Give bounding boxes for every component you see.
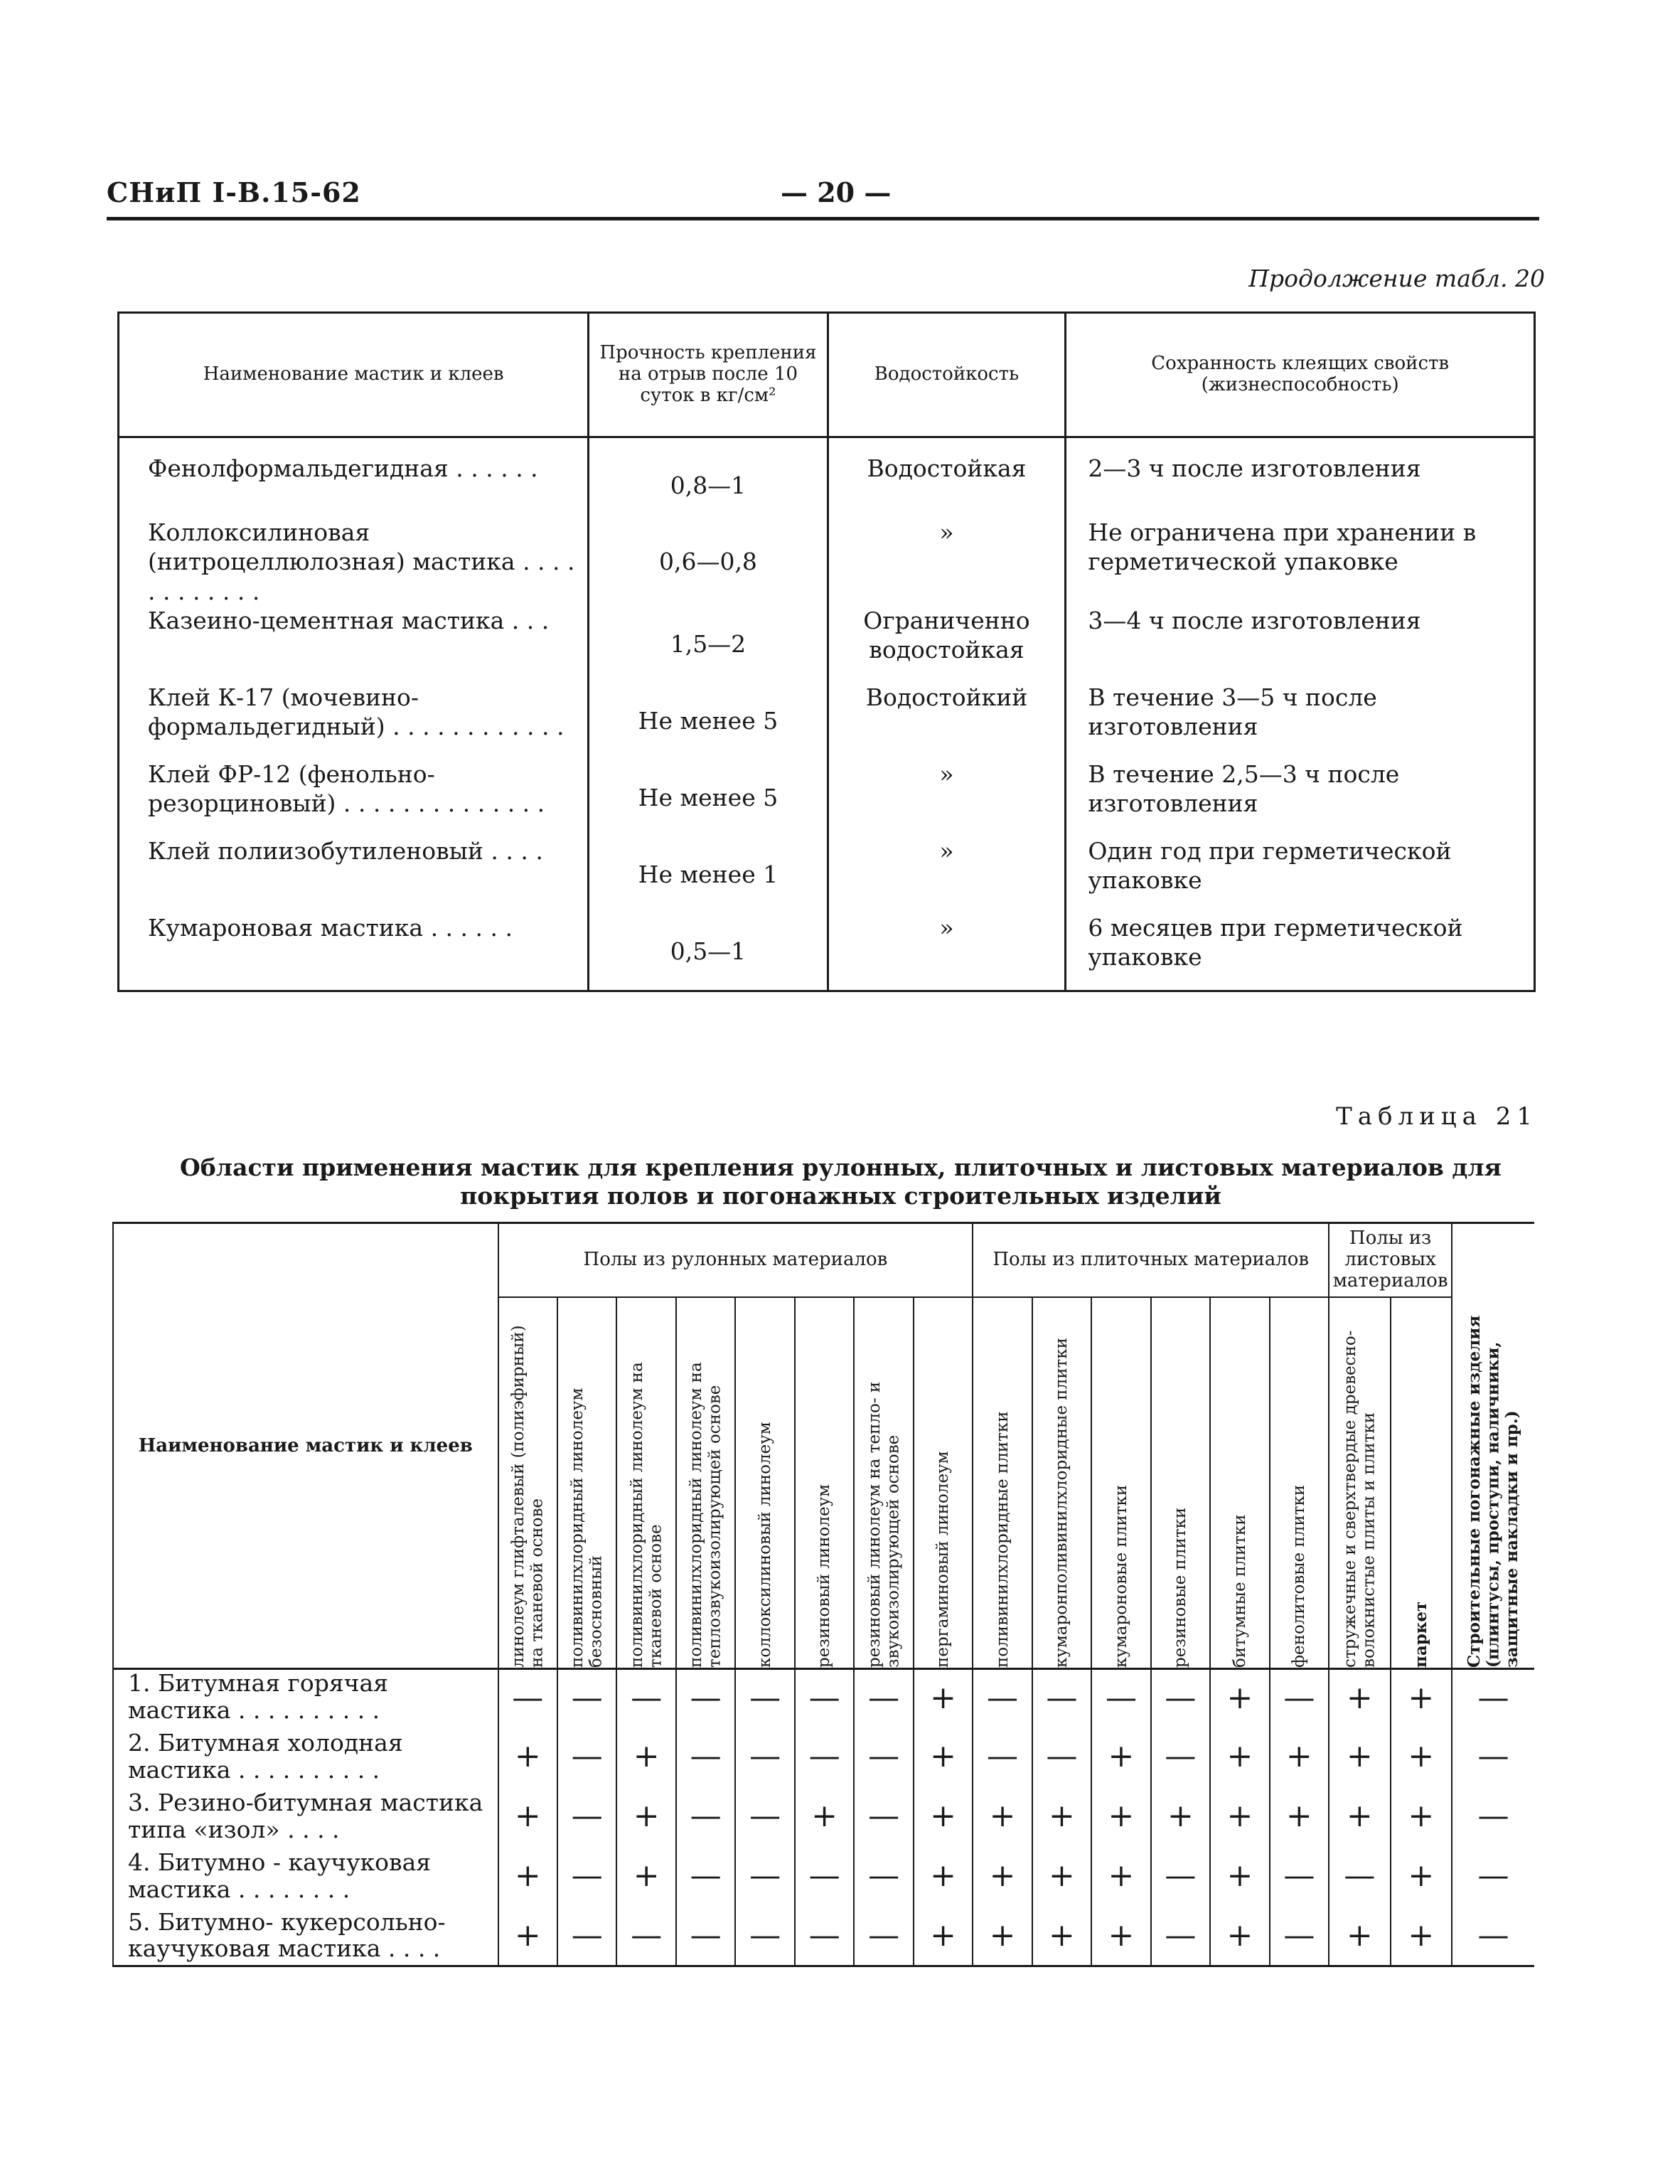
column-header-molded-products: Строительные погонажные изделия (плинтусы, проступи, наличники, защитные накладки и пр.): [1452, 1223, 1534, 1669]
applicability-mark: —: [1452, 1846, 1534, 1906]
applicability-mark: +: [795, 1786, 854, 1846]
mastic-name-cell: 3. Резино-битумная мастика типа «изол» . . . .: [113, 1786, 498, 1846]
applicability-mark: +: [616, 1846, 675, 1906]
applicability-mark: —: [854, 1727, 913, 1786]
table-21-body: [113, 1669, 1534, 1966]
applicability-mark: —: [557, 1786, 616, 1846]
column-header-shelf-life: Сохранность клеящих свойств (жизнеспособность): [1066, 313, 1535, 437]
applicability-mark: +: [1151, 1786, 1210, 1846]
column-header-material: битумные плитки: [1210, 1297, 1269, 1669]
column-header-material: поливинилхлоридные плитки: [973, 1297, 1032, 1669]
column-header-material: линолеум глифталевый (полиэфирный) на тканевой основе: [498, 1297, 557, 1669]
table-row: [119, 760, 1535, 836]
column-header-strength: Прочность крепления на отрыв после 10 суток в кг/см²: [589, 313, 828, 437]
applicability-mark: —: [676, 1846, 735, 1906]
strength-cell: Не менее 5: [589, 683, 828, 760]
shelf-life-cell: 6 месяцев при герметической упаковке: [1066, 913, 1535, 991]
mastic-name-cell: Кумароновая мастика . . . . . .: [119, 913, 589, 991]
table-21-label: Таблица 21: [1336, 1102, 1538, 1131]
applicability-mark: —: [676, 1727, 735, 1786]
strength-cell: 0,6—0,8: [589, 518, 828, 606]
applicability-mark: +: [1391, 1846, 1452, 1906]
applicability-mark: —: [616, 1669, 675, 1727]
applicability-mark: +: [616, 1786, 675, 1846]
mastic-name-cell: Клей полиизобутиленовый . . . .: [119, 836, 589, 913]
water-resistance-cell: »: [828, 913, 1066, 991]
applicability-mark: —: [557, 1846, 616, 1906]
applicability-mark: —: [973, 1669, 1032, 1727]
table-row: [119, 437, 1535, 518]
column-header-mastic-name: Наименование мастик и клеев: [113, 1223, 498, 1669]
water-resistance-cell: »: [828, 836, 1066, 913]
shelf-life-cell: В течение 3—5 ч после изготовления: [1066, 683, 1535, 760]
column-header-material: резиновый линолеум: [795, 1297, 854, 1669]
column-header-material: фенолитовые плитки: [1270, 1297, 1329, 1669]
table-20-body: [119, 437, 1535, 991]
table-row: [113, 1846, 1534, 1906]
applicability-mark: +: [1210, 1669, 1269, 1727]
applicability-mark: —: [1151, 1727, 1210, 1786]
applicability-mark: +: [914, 1727, 973, 1786]
column-header-material: паркет: [1391, 1297, 1452, 1669]
applicability-mark: —: [616, 1906, 675, 1966]
mastic-name-cell: 2. Битумная холодная мастика . . . . . . . . . .: [113, 1727, 498, 1786]
column-header-name: Наименование мастик и клеев: [119, 313, 589, 437]
column-header-material: кумаронполивинилхлоридные плитки: [1032, 1297, 1091, 1669]
applicability-mark: +: [1329, 1906, 1390, 1966]
applicability-mark: +: [973, 1906, 1032, 1966]
mastic-name-cell: Казеино-цементная мастика . . .: [119, 606, 589, 683]
applicability-mark: —: [1091, 1669, 1150, 1727]
applicability-mark: +: [1270, 1727, 1329, 1786]
applicability-mark: +: [1210, 1786, 1269, 1846]
applicability-mark: +: [1091, 1846, 1150, 1906]
applicability-mark: +: [498, 1906, 557, 1966]
column-header-material: резиновые плитки: [1151, 1297, 1210, 1669]
table-row: [119, 518, 1535, 606]
table-row: [113, 1669, 1534, 1727]
applicability-mark: —: [735, 1669, 794, 1727]
applicability-mark: +: [1091, 1906, 1150, 1966]
applicability-mark: +: [914, 1786, 973, 1846]
header-rule: [107, 217, 1539, 220]
applicability-mark: —: [854, 1669, 913, 1727]
shelf-life-cell: Один год при герметической упаковке: [1066, 836, 1535, 913]
applicability-mark: +: [498, 1786, 557, 1846]
applicability-mark: —: [795, 1846, 854, 1906]
column-header-material: пергаминовый линолеум: [914, 1297, 973, 1669]
mastic-name-cell: Клей К-17 (мочевино-формальдегидный) . . . . . . . . . . . .: [119, 683, 589, 760]
applicability-mark: +: [1032, 1846, 1091, 1906]
applicability-mark: —: [795, 1727, 854, 1786]
table-row: [119, 683, 1535, 760]
shelf-life-cell: В течение 2,5—3 ч после изготовления: [1066, 760, 1535, 836]
applicability-mark: +: [1210, 1727, 1269, 1786]
column-header-water-resistance: Водостойкость: [828, 313, 1066, 437]
applicability-mark: +: [1329, 1669, 1390, 1727]
applicability-mark: +: [1391, 1786, 1452, 1846]
applicability-mark: —: [1452, 1727, 1534, 1786]
applicability-mark: +: [1210, 1906, 1269, 1966]
applicability-mark: +: [1329, 1786, 1390, 1846]
applicability-mark: —: [735, 1846, 794, 1906]
group-header-roll: Полы из рулонных материалов: [498, 1223, 973, 1298]
table-21-title: Области применения мастик для крепления рулонных, плиточных и листовых материалов для покрытия полов и погонажных строительных изделий: [180, 1154, 1502, 1210]
applicability-mark: +: [498, 1727, 557, 1786]
applicability-mark: +: [1329, 1727, 1390, 1786]
applicability-mark: —: [735, 1727, 794, 1786]
shelf-life-cell: Не ограничена при хранении в герметической упаковке: [1066, 518, 1535, 606]
table-row: [113, 1786, 1534, 1846]
shelf-life-cell: 3—4 ч после изготовления: [1066, 606, 1535, 683]
applicability-mark: +: [1091, 1727, 1150, 1786]
shelf-life-cell: 2—3 ч после изготовления: [1066, 437, 1535, 518]
mastic-name-cell: 4. Битумно - каучуковая мастика . . . . . . . .: [113, 1846, 498, 1906]
water-resistance-cell: Водостойкий: [828, 683, 1066, 760]
applicability-mark: +: [616, 1727, 675, 1786]
applicability-mark: +: [1391, 1669, 1452, 1727]
applicability-mark: —: [557, 1727, 616, 1786]
applicability-mark: —: [1270, 1906, 1329, 1966]
group-header-tile: Полы из плиточных материалов: [973, 1223, 1329, 1298]
applicability-mark: +: [1210, 1846, 1269, 1906]
strength-cell: 0,5—1: [589, 913, 828, 991]
applicability-mark: —: [973, 1727, 1032, 1786]
mastic-name-cell: Коллоксилиновая (нитроцеллюлозная) мастика . . . . . . . . . . . .: [119, 518, 589, 606]
applicability-mark: +: [1391, 1906, 1452, 1966]
table-21: [112, 1222, 1534, 1967]
mastic-name-cell: Фенолформальдегидная . . . . . .: [119, 437, 589, 518]
applicability-mark: —: [795, 1906, 854, 1966]
column-header-material: резиновый линолеум на тепло- и звукоизолирующей основе: [854, 1297, 913, 1669]
applicability-mark: +: [973, 1786, 1032, 1846]
table-20: [117, 311, 1536, 992]
document-code: СНиП I-В.15-62: [107, 176, 361, 208]
applicability-mark: +: [1270, 1786, 1329, 1846]
applicability-mark: +: [914, 1669, 973, 1727]
applicability-mark: —: [1329, 1846, 1390, 1906]
water-resistance-cell: Ограниченно водостойкая: [828, 606, 1066, 683]
mastic-name-cell: 5. Битумно- кукерсольно-каучуковая мастика . . . .: [113, 1906, 498, 1966]
applicability-mark: —: [1452, 1786, 1534, 1846]
applicability-mark: —: [735, 1906, 794, 1966]
applicability-mark: —: [1151, 1846, 1210, 1906]
applicability-mark: —: [854, 1906, 913, 1966]
applicability-mark: —: [854, 1846, 913, 1906]
applicability-mark: +: [1091, 1786, 1150, 1846]
strength-cell: Не менее 5: [589, 760, 828, 836]
strength-cell: Не менее 1: [589, 836, 828, 913]
group-header-sheet: Полы из листовых материалов: [1329, 1223, 1452, 1298]
table-row: [113, 1906, 1534, 1966]
column-header-material: поливинилхлоридный линолеум на тканевой основе: [616, 1297, 675, 1669]
water-resistance-cell: »: [828, 760, 1066, 836]
applicability-mark: +: [498, 1846, 557, 1906]
applicability-mark: —: [1032, 1727, 1091, 1786]
applicability-mark: +: [973, 1846, 1032, 1906]
table-row: [113, 1727, 1534, 1786]
applicability-mark: —: [1032, 1669, 1091, 1727]
applicability-mark: +: [914, 1846, 973, 1906]
applicability-mark: —: [1452, 1906, 1534, 1966]
table-row: [119, 836, 1535, 913]
table-row: [119, 606, 1535, 683]
column-header-material: поливинилхлоридный линолеум безосновный: [557, 1297, 616, 1669]
applicability-mark: +: [1032, 1906, 1091, 1966]
applicability-mark: —: [557, 1669, 616, 1727]
page-number: — 20 —: [781, 176, 892, 208]
strength-cell: 1,5—2: [589, 606, 828, 683]
applicability-mark: +: [1391, 1727, 1452, 1786]
applicability-mark: —: [676, 1669, 735, 1727]
strength-cell: 0,8—1: [589, 437, 828, 518]
applicability-mark: —: [735, 1786, 794, 1846]
applicability-mark: —: [676, 1786, 735, 1846]
column-header-material: поливинилхлоридный линолеум на теплозвукоизолирующей основе: [676, 1297, 735, 1669]
mastic-name-cell: 1. Битумная горячая мастика . . . . . . . . . .: [113, 1669, 498, 1727]
table-continuation-label: Продолжение табл. 20: [1248, 265, 1545, 292]
applicability-mark: —: [676, 1906, 735, 1966]
applicability-mark: —: [1270, 1846, 1329, 1906]
applicability-mark: —: [498, 1669, 557, 1727]
applicability-mark: —: [854, 1786, 913, 1846]
applicability-mark: —: [1452, 1669, 1534, 1727]
table-row: [119, 913, 1535, 991]
applicability-mark: —: [1151, 1906, 1210, 1966]
applicability-mark: —: [1151, 1669, 1210, 1727]
column-header-material: стружечные и сверхтвердые древесно-волокнистые плиты и плитки: [1329, 1297, 1390, 1669]
applicability-mark: +: [914, 1906, 973, 1966]
applicability-mark: —: [557, 1906, 616, 1966]
mastic-name-cell: Клей ФР-12 (фенольно-резорциновый) . . . . . . . . . . . . . .: [119, 760, 589, 836]
applicability-mark: —: [795, 1669, 854, 1727]
water-resistance-cell: Водостойкая: [828, 437, 1066, 518]
applicability-mark: —: [1270, 1669, 1329, 1727]
column-header-material: кумароновые плитки: [1091, 1297, 1150, 1669]
applicability-mark: +: [1032, 1786, 1091, 1846]
column-header-material: коллоксилиновый линолеум: [735, 1297, 794, 1669]
water-resistance-cell: »: [828, 518, 1066, 606]
